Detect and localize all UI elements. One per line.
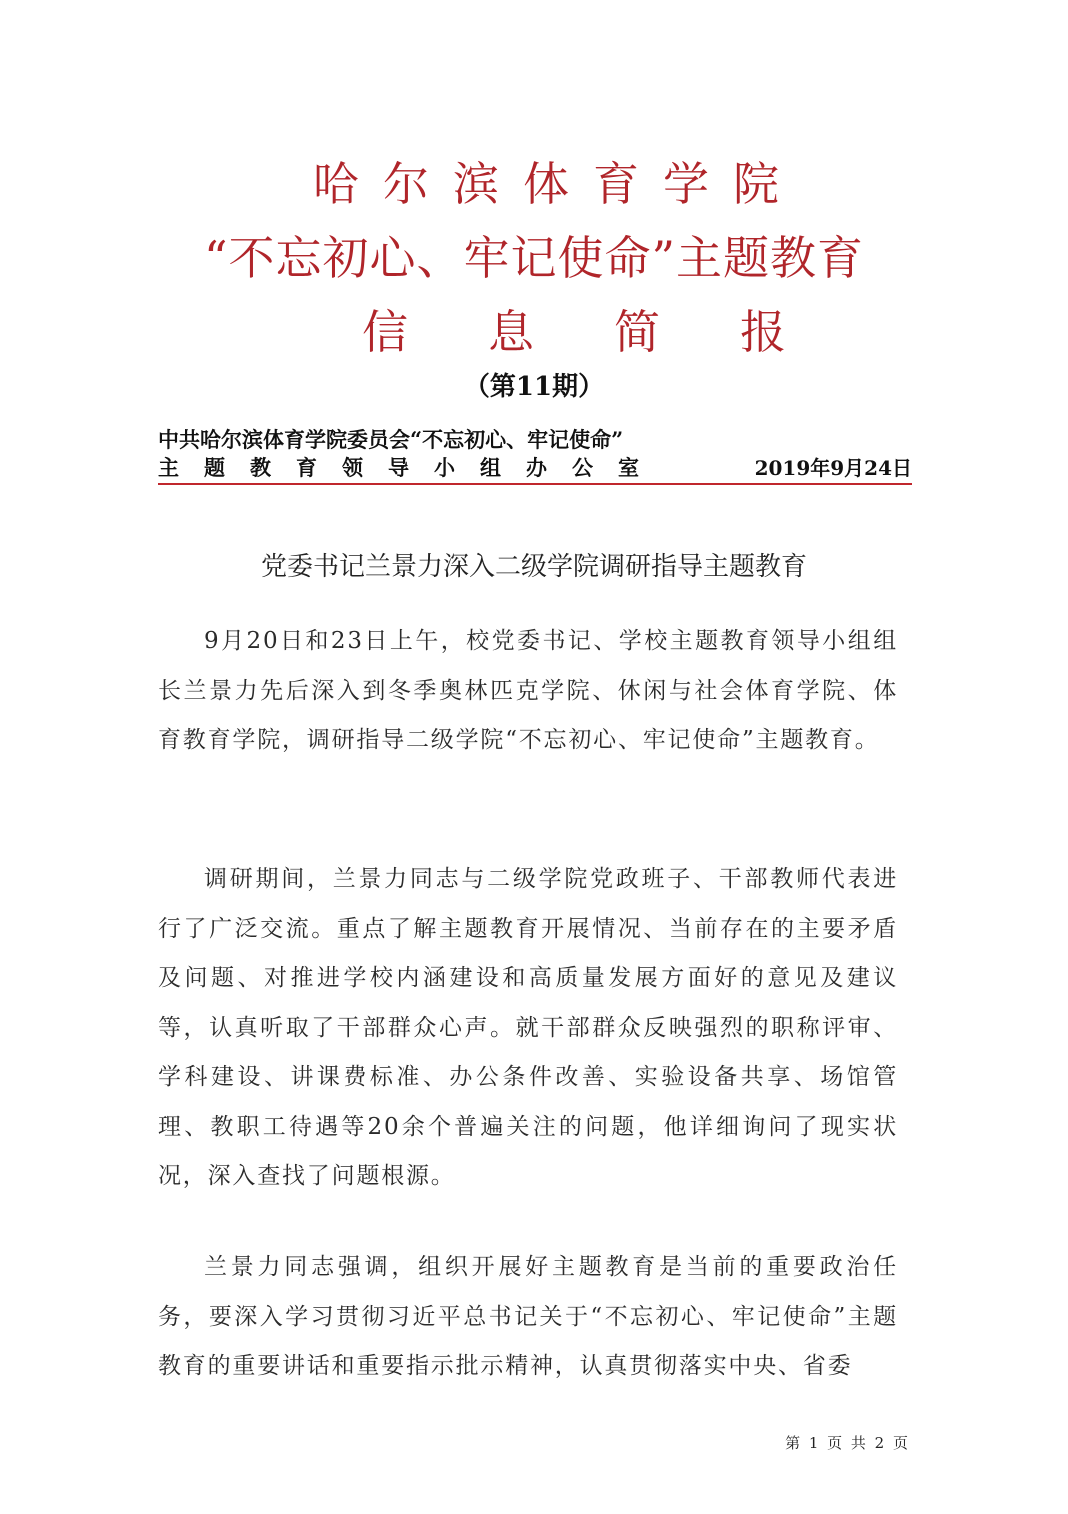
- article-paragraph-3: 兰景力同志强调，组织开展好主题教育是当前的重要政治任务，要深入学习贯彻习近平总书记关于“不忘初心、牢记使命”主题教育的重要讲话和重要指示批示精神，认真贯彻落实中央、省委: [158, 1254, 898, 1379]
- issue-number: （第11期）: [463, 372, 605, 402]
- masthead-divider: [158, 483, 912, 485]
- masthead-school-name: 哈尔滨体育学院: [313, 157, 803, 211]
- article-paragraph-1: 9月20日和23日上午，校党委书记、学校主题教育领导小组组长兰景力先后深入到冬季奥林匹克学院、休闲与社会体育学院、体育教育学院，调研指导二级学院“不忘初心、牢记使命”主题教育。: [158, 628, 898, 753]
- article-title: 党委书记兰景力深入二级学院调研指导主题教育: [260, 552, 807, 582]
- masthead-bulletin-title: 信息简报: [362, 305, 866, 359]
- issue-date: 2019年9月24日: [754, 456, 912, 480]
- masthead-campaign-title: “不忘初心、牢记使命”主题教育: [203, 231, 865, 285]
- publisher-line-2: 主题教育领导小组办公室: [158, 455, 664, 480]
- article-paragraph-2: 调研期间，兰景力同志与二级学院党政班子、干部教师代表进行了广泛交流。重点了解主题教育开展情况、当前存在的主要矛盾及问题、对推进学校内涵建设和高质量发展方面好的意见及建议等，认真听取了干部群众心声。就干部群众反映强烈的职称评审、学科建设、讲课费标准、办公条件改善、实验设备共享、场馆管理、教职工待遇等20余个普遍关注的问题，他详细询问了现实状况，深入查找了问题根源。: [158, 866, 898, 1189]
- publisher-line-1: 中共哈尔滨体育学院委员会“不忘初心、牢记使命”: [158, 427, 624, 452]
- page-number: 第 1 页 共 2 页: [785, 1434, 910, 1452]
